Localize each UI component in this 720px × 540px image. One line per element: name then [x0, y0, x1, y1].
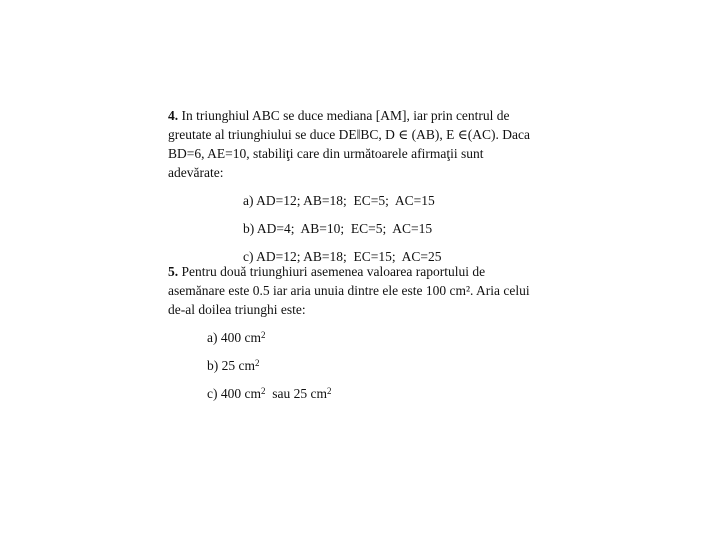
problem-5-line-3: de-al doilea triunghi este:: [168, 302, 306, 317]
problem-4-option-b: b) AD=4; AB=10; EC=5; AC=15: [243, 221, 433, 236]
problem-4-options: [243, 191, 558, 266]
problem-5-option-b-text: b) 25 cm: [207, 358, 255, 373]
problem-4-line-1: [168, 106, 558, 125]
problem-4: [168, 106, 558, 275]
problem-4-option-a: a) AD=12; AB=18; EC=5; AC=15: [243, 193, 435, 208]
problem-5-option-a-sup: 2: [260, 330, 266, 340]
problem-5-option-b-sup: 2: [255, 358, 260, 368]
problem-5-option-c: [207, 384, 558, 403]
problem-4-text-1: In triunghiul ABC se duce mediana [AM], iar prin centrul de: [178, 108, 510, 123]
problem-4-line-2: greutate al triunghiului se duce DE‖BC, D ∈ (AB), E ∈(AC). Daca: [168, 127, 530, 142]
problem-4-number: 4.: [168, 108, 179, 123]
problem-5-option-c-sup: 2: [260, 386, 266, 396]
problem-4-line-3: BD=6, AE=10, stabiliţi care din următoarele afirmaţii sunt: [168, 146, 484, 161]
problem-5-number: 5.: [168, 264, 179, 279]
problem-5-option-c-tail: sau 25 cm: [265, 386, 327, 401]
problem-5-text-1: Pentru două triunghiuri asemenea valoarea raportului de: [178, 264, 486, 279]
problem-5-line-2: asemănare este 0.5 iar aria unuia dintre ele este 100 cm². Aria celui: [168, 283, 530, 298]
problem-5-option-c-text: c) 400 cm: [207, 386, 261, 401]
problem-5: [168, 262, 558, 412]
problem-5-line-1: [168, 262, 558, 281]
problem-5-options: [207, 328, 558, 403]
problem-5-option-b: [207, 356, 558, 375]
problem-5-option-c-sup2: 2: [326, 386, 332, 396]
problem-5-option-a-text: a) 400 cm: [207, 330, 261, 345]
problem-5-option-a: [207, 328, 558, 347]
problem-4-option-c: c) AD=12; AB=18; EC=15; AC=25: [243, 249, 442, 264]
problem-4-line-4: adevărate:: [168, 165, 224, 180]
